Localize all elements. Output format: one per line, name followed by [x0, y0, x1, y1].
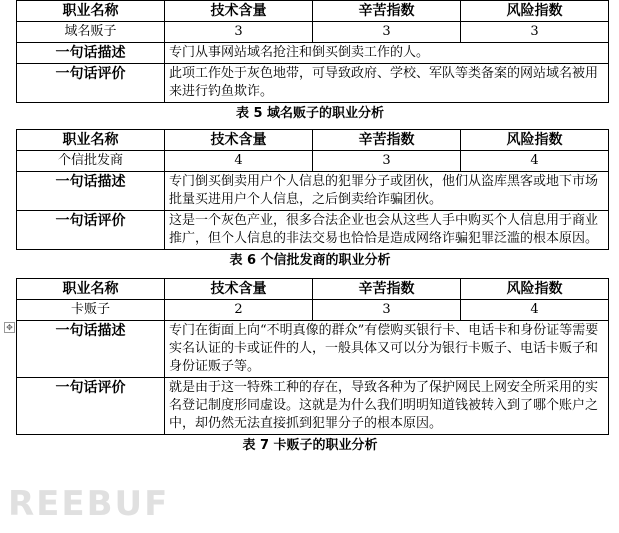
document-page: [14, 0, 614, 457]
watermark-logo: REEBUF: [8, 484, 170, 524]
evaluate-row: [17, 211, 609, 250]
risk-value-cell: 4: [461, 300, 609, 321]
job-name-cell: 域名贩子: [17, 22, 165, 43]
describe-text: 专门倒买倒卖用户个人信息的犯罪分子或团伙，他们从盗库黑客或地下市场批量买进用户个人信息，之后倒卖给诈骗团伙。: [165, 172, 609, 211]
tech-value-cell: 2: [165, 300, 313, 321]
risk-value-cell: 4: [461, 151, 609, 172]
header-tech-level: 技术含量: [165, 130, 313, 151]
evaluate-text: 此项工作处于灰色地带，可导致政府、学校、军队等类备案的网站域名被用来进行钓鱼欺诈。: [165, 64, 609, 103]
table-values-row: [17, 300, 609, 321]
header-tech-level: 技术含量: [165, 1, 313, 22]
describe-text: 专门从事网站域名抢注和倒买倒卖工作的人。: [165, 43, 609, 64]
evaluate-label: 一句话评价: [17, 211, 165, 250]
header-hardship-index: 辛苦指数: [313, 1, 461, 22]
describe-text: 专门在街面上向“不明真像的群众”有偿购买银行卡、电话卡和身份证等需要实名认证的卡或证件的人，一般具体又可以分为银行卡贩子、电话卡贩子和身份证贩子等。: [165, 321, 609, 378]
evaluate-text: 这是一个灰色产业，很多合法企业也会从这些人手中购买个人信息用于商业推广，但个人信息的非法交易也恰恰是造成网络诈骗犯罪泛滥的根本原因。: [165, 211, 609, 250]
job-name-cell: 卡贩子: [17, 300, 165, 321]
header-risk-index: 风险指数: [461, 130, 609, 151]
describe-label: 一句话描述: [17, 172, 165, 211]
table-caption-5: 表 5 域名贩子的职业分析: [235, 106, 385, 121]
header-hardship-index: 辛苦指数: [313, 130, 461, 151]
table-values-row: [17, 22, 609, 43]
table-header-row: [17, 279, 609, 300]
risk-value-cell: 3: [461, 22, 609, 43]
tech-value-cell: 4: [165, 151, 313, 172]
evaluate-row: [17, 64, 609, 103]
table-header-row: [17, 130, 609, 151]
header-job-name: 职业名称: [17, 130, 165, 151]
header-job-name: 职业名称: [17, 1, 165, 22]
job-table-card-broker: [16, 278, 609, 435]
table-values-row: [17, 151, 609, 172]
table-caption-7: 表 7 卡贩子的职业分析: [242, 438, 378, 453]
describe-row: [17, 172, 609, 211]
evaluate-text: 就是由于这一特殊工种的存在，导致各种为了保护网民上网安全所采用的实名登记制度形同虚设。这就是为什么我们明明知道钱被转入到了哪个账户之中，却仍然无法直接抓到犯罪分子的根本原因。: [165, 378, 609, 435]
header-tech-level: 技术含量: [165, 279, 313, 300]
describe-label: 一句话描述: [17, 43, 165, 64]
tech-value-cell: 3: [165, 22, 313, 43]
describe-row: [17, 321, 609, 378]
table-caption-6: 表 6 个信批发商的职业分析: [229, 253, 391, 268]
table-header-row: [17, 1, 609, 22]
header-job-name: 职业名称: [17, 279, 165, 300]
evaluate-row: [17, 378, 609, 435]
table-move-handle-icon[interactable]: ✥: [4, 322, 15, 333]
evaluate-label: 一句话评价: [17, 378, 165, 435]
describe-row: [17, 43, 609, 64]
header-risk-index: 风险指数: [461, 279, 609, 300]
job-name-cell: 个信批发商: [17, 151, 165, 172]
hardship-value-cell: 3: [313, 151, 461, 172]
header-risk-index: 风险指数: [461, 1, 609, 22]
job-table-info-dealer: [16, 129, 609, 250]
evaluate-label: 一句话评价: [17, 64, 165, 103]
hardship-value-cell: 3: [313, 22, 461, 43]
describe-label: 一句话描述: [17, 321, 165, 378]
header-hardship-index: 辛苦指数: [313, 279, 461, 300]
hardship-value-cell: 3: [313, 300, 461, 321]
job-table-domain-broker: [16, 0, 609, 103]
